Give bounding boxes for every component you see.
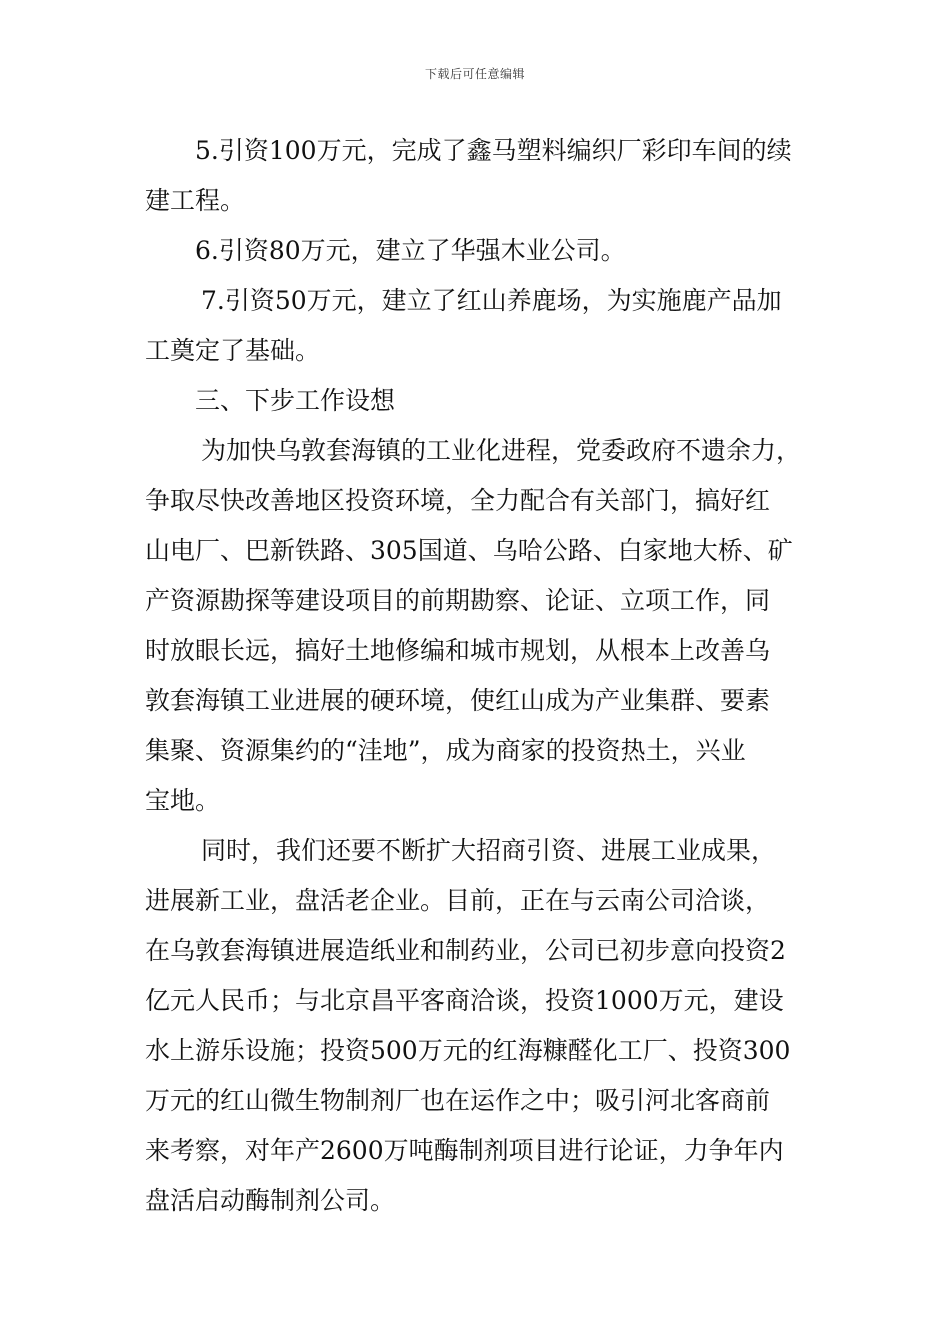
paragraph-line: 宝地。 [145, 786, 221, 815]
paragraph-line: 山电厂、巴新铁路、305国道、乌哈公路、白家地大桥、矿 [145, 536, 793, 565]
paragraph-line: 争取尽快改善地区投资环境，全力配合有关部门，搞好红 [145, 486, 771, 515]
paragraph-line: 产资源勘探等建设项目的前期勘察、论证、立项工作，同 [145, 586, 771, 615]
paragraph-line: 为加快乌敦套海镇的工业化进程，党委政府不遗余力， [201, 436, 802, 465]
paragraph-line: 来考察，对年产2600万吨酶制剂项目进行论证，力争年内 [145, 1136, 784, 1165]
paragraph-line: 在乌敦套海镇进展造纸业和制药业，公司已初步意向投资2 [145, 936, 786, 965]
paragraph-line: 建工程。 [145, 186, 246, 215]
paragraph-line: 工奠定了基础。 [145, 336, 321, 365]
document-body [145, 126, 815, 1226]
section-heading: 三、下步工作设想 [195, 386, 396, 415]
paragraph-line: 同时，我们还要不断扩大招商引资、进展工业成果， [201, 836, 777, 865]
paragraph-line: 敦套海镇工业进展的硬环境，使红山成为产业集群、要素 [145, 686, 771, 715]
paragraph-line: 万元的红山微生物制剂厂也在运作之中；吸引河北客商前 [145, 1086, 771, 1115]
paragraph-line: 集聚、资源集约的“洼地”，成为商家的投资热土，兴业 [145, 736, 746, 765]
paragraph-line: 亿元人民币；与北京昌平客商洽谈，投资1000万元，建设 [145, 986, 784, 1015]
paragraph-line: 7.引资50万元，建立了红山养鹿场，为实施鹿产品加 [201, 286, 782, 315]
paragraph-line: 时放眼长远，搞好土地修编和城市规划，从根本上改善乌 [145, 636, 771, 665]
page-header: 下载后可任意编辑 [424, 67, 525, 81]
paragraph-line: 5.引资100万元，完成了鑫马塑料编织厂彩印车间的续 [195, 136, 792, 165]
paragraph-line: 6.引资80万元，建立了华强木业公司。 [195, 236, 626, 265]
paragraph-line: 水上游乐设施；投资500万元的红海糠醛化工厂、投资300 [145, 1036, 791, 1065]
paragraph-line: 进展新工业，盘活老企业。目前，正在与云南公司洽谈， [145, 886, 771, 915]
paragraph-line: 盘活启动酶制剂公司。 [145, 1186, 396, 1215]
